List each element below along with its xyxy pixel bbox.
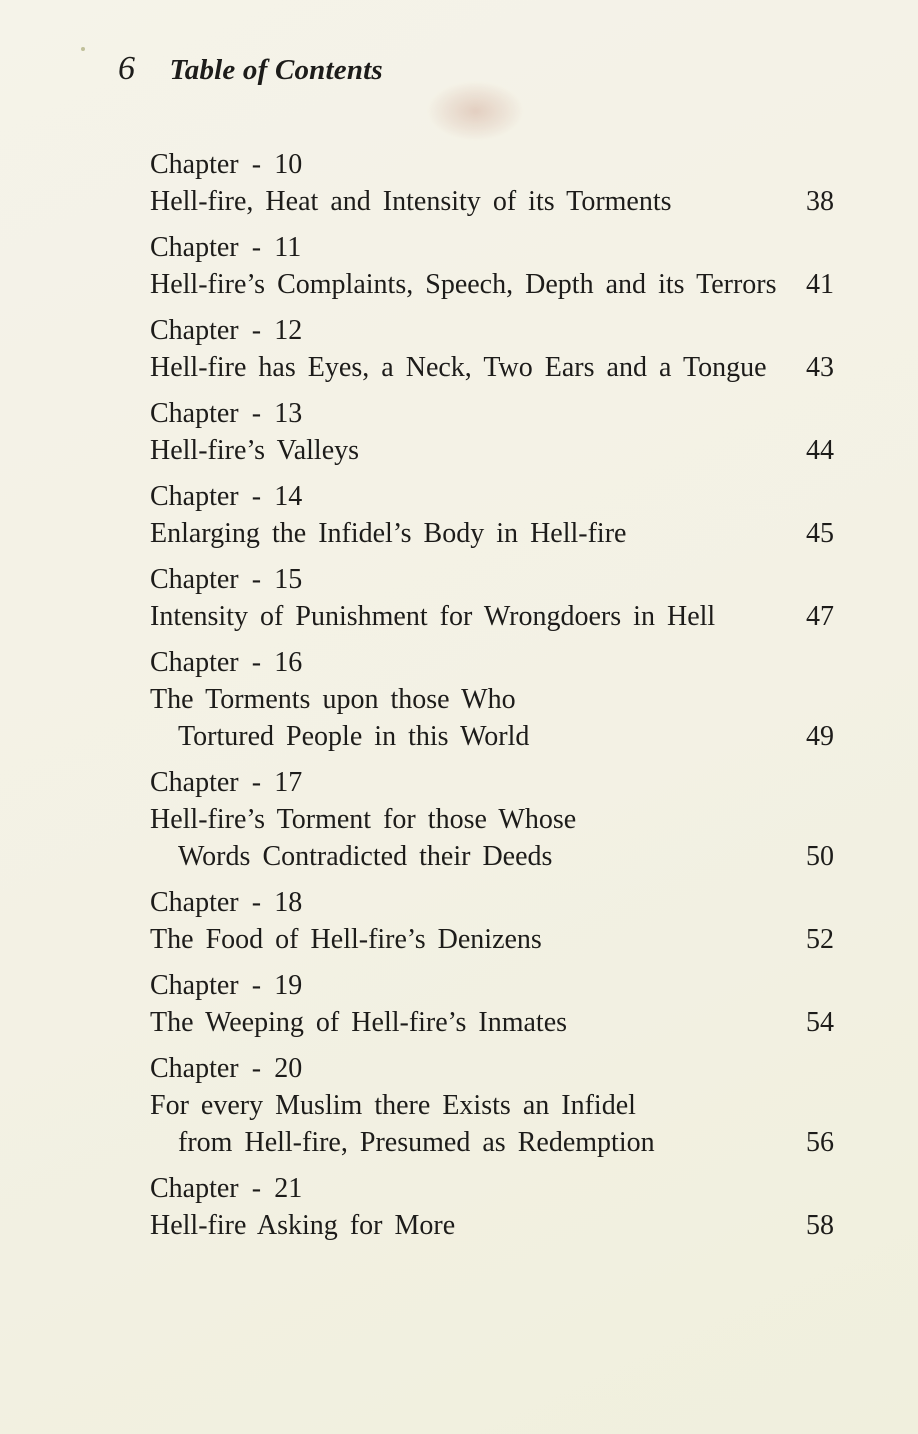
chapter-label: Chapter - 15 [150, 564, 303, 595]
entry-title [150, 801, 800, 875]
entry-title-line1: The Weeping of Hell-fire’s Inmates [150, 1007, 568, 1038]
entry-page-number: 58 [806, 1210, 834, 1241]
entry-title-line2: Words Contradicted their Deeds [178, 841, 553, 872]
entry-title-line1: For every Muslim there Exists an Infidel [150, 1090, 636, 1121]
chapter-label: Chapter - 14 [150, 481, 303, 512]
entry-title [150, 598, 800, 635]
entry-title [150, 183, 800, 220]
entry-title [150, 681, 800, 755]
title-row [150, 681, 834, 755]
title-row [150, 266, 834, 303]
entry-title [150, 1087, 800, 1161]
entry-page-number: 56 [806, 1127, 834, 1158]
entry-title [150, 1207, 800, 1244]
entry-title-line1: The Food of Hell-fire’s Denizens [150, 924, 542, 955]
entry-title-line1: The Torments upon those Who [150, 684, 516, 715]
toc-entry [150, 1050, 834, 1161]
entry-title-line2: from Hell-fire, Presumed as Redemption [178, 1127, 655, 1158]
title-row [150, 801, 834, 875]
entry-title-line1: Enlarging the Infidel’s Body in Hell-fire [150, 518, 627, 549]
title-row [150, 349, 834, 386]
toc-entry [150, 229, 834, 303]
entry-title-line1: Hell-fire has Eyes, a Neck, Two Ears and a Tongue [150, 352, 767, 383]
entry-title-line2: Tortured People in this World [178, 721, 530, 752]
entry-title [150, 349, 800, 386]
entry-page-number: 54 [806, 1007, 834, 1038]
entry-page-number: 44 [806, 435, 834, 466]
entry-title [150, 432, 800, 469]
title-row [150, 1004, 834, 1041]
toc-entry [150, 884, 834, 958]
page-stain [428, 82, 523, 140]
chapter-label: Chapter - 21 [150, 1173, 303, 1204]
header-title: Table of Contents [169, 54, 383, 86]
entry-title-line1: Hell-fire, Heat and Intensity of its Torments [150, 186, 672, 217]
chapter-label: Chapter - 17 [150, 767, 303, 798]
entry-title [150, 515, 800, 552]
entry-page-number: 49 [806, 721, 834, 752]
entry-title [150, 1004, 800, 1041]
entry-title-line1: Hell-fire’s Torment for those Whose [150, 804, 577, 835]
title-row [150, 183, 834, 220]
toc-entry [150, 967, 834, 1041]
entry-page-number: 43 [806, 352, 834, 383]
entry-page-number: 45 [806, 518, 834, 549]
toc-entry [150, 644, 834, 755]
chapter-label: Chapter - 11 [150, 232, 302, 263]
toc-entry [150, 561, 834, 635]
toc-entry [150, 312, 834, 386]
chapter-label: Chapter - 12 [150, 315, 303, 346]
entry-title-line1: Hell-fire’s Complaints, Speech, Depth and its Terrors [150, 269, 777, 300]
entry-title [150, 921, 800, 958]
toc-entry [150, 764, 834, 875]
title-row [150, 515, 834, 552]
toc-entry [150, 146, 834, 220]
title-row [150, 432, 834, 469]
entry-page-number: 47 [806, 601, 834, 632]
page-header [118, 50, 383, 88]
entry-page-number: 50 [806, 841, 834, 872]
chapter-label: Chapter - 16 [150, 647, 303, 678]
entry-page-number: 52 [806, 924, 834, 955]
folio-page-number: 6 [118, 50, 136, 87]
title-row [150, 598, 834, 635]
toc-entry [150, 395, 834, 469]
title-row [150, 1087, 834, 1161]
chapter-label: Chapter - 18 [150, 887, 303, 918]
entry-page-number: 41 [806, 269, 834, 300]
entry-title [150, 266, 800, 303]
title-row [150, 921, 834, 958]
toc-entry [150, 1170, 834, 1244]
table-of-contents [150, 146, 834, 1253]
chapter-label: Chapter - 13 [150, 398, 303, 429]
entry-title-line1: Hell-fire Asking for More [150, 1210, 456, 1241]
entry-title-line1: Intensity of Punishment for Wrongdoers in Hell [150, 601, 716, 632]
entry-page-number: 38 [806, 186, 834, 217]
scan-speck [81, 47, 85, 51]
entry-title-line1: Hell-fire’s Valleys [150, 435, 360, 466]
title-row [150, 1207, 834, 1244]
chapter-label: Chapter - 20 [150, 1053, 303, 1084]
chapter-label: Chapter - 19 [150, 970, 303, 1001]
chapter-label: Chapter - 10 [150, 149, 303, 180]
toc-entry [150, 478, 834, 552]
